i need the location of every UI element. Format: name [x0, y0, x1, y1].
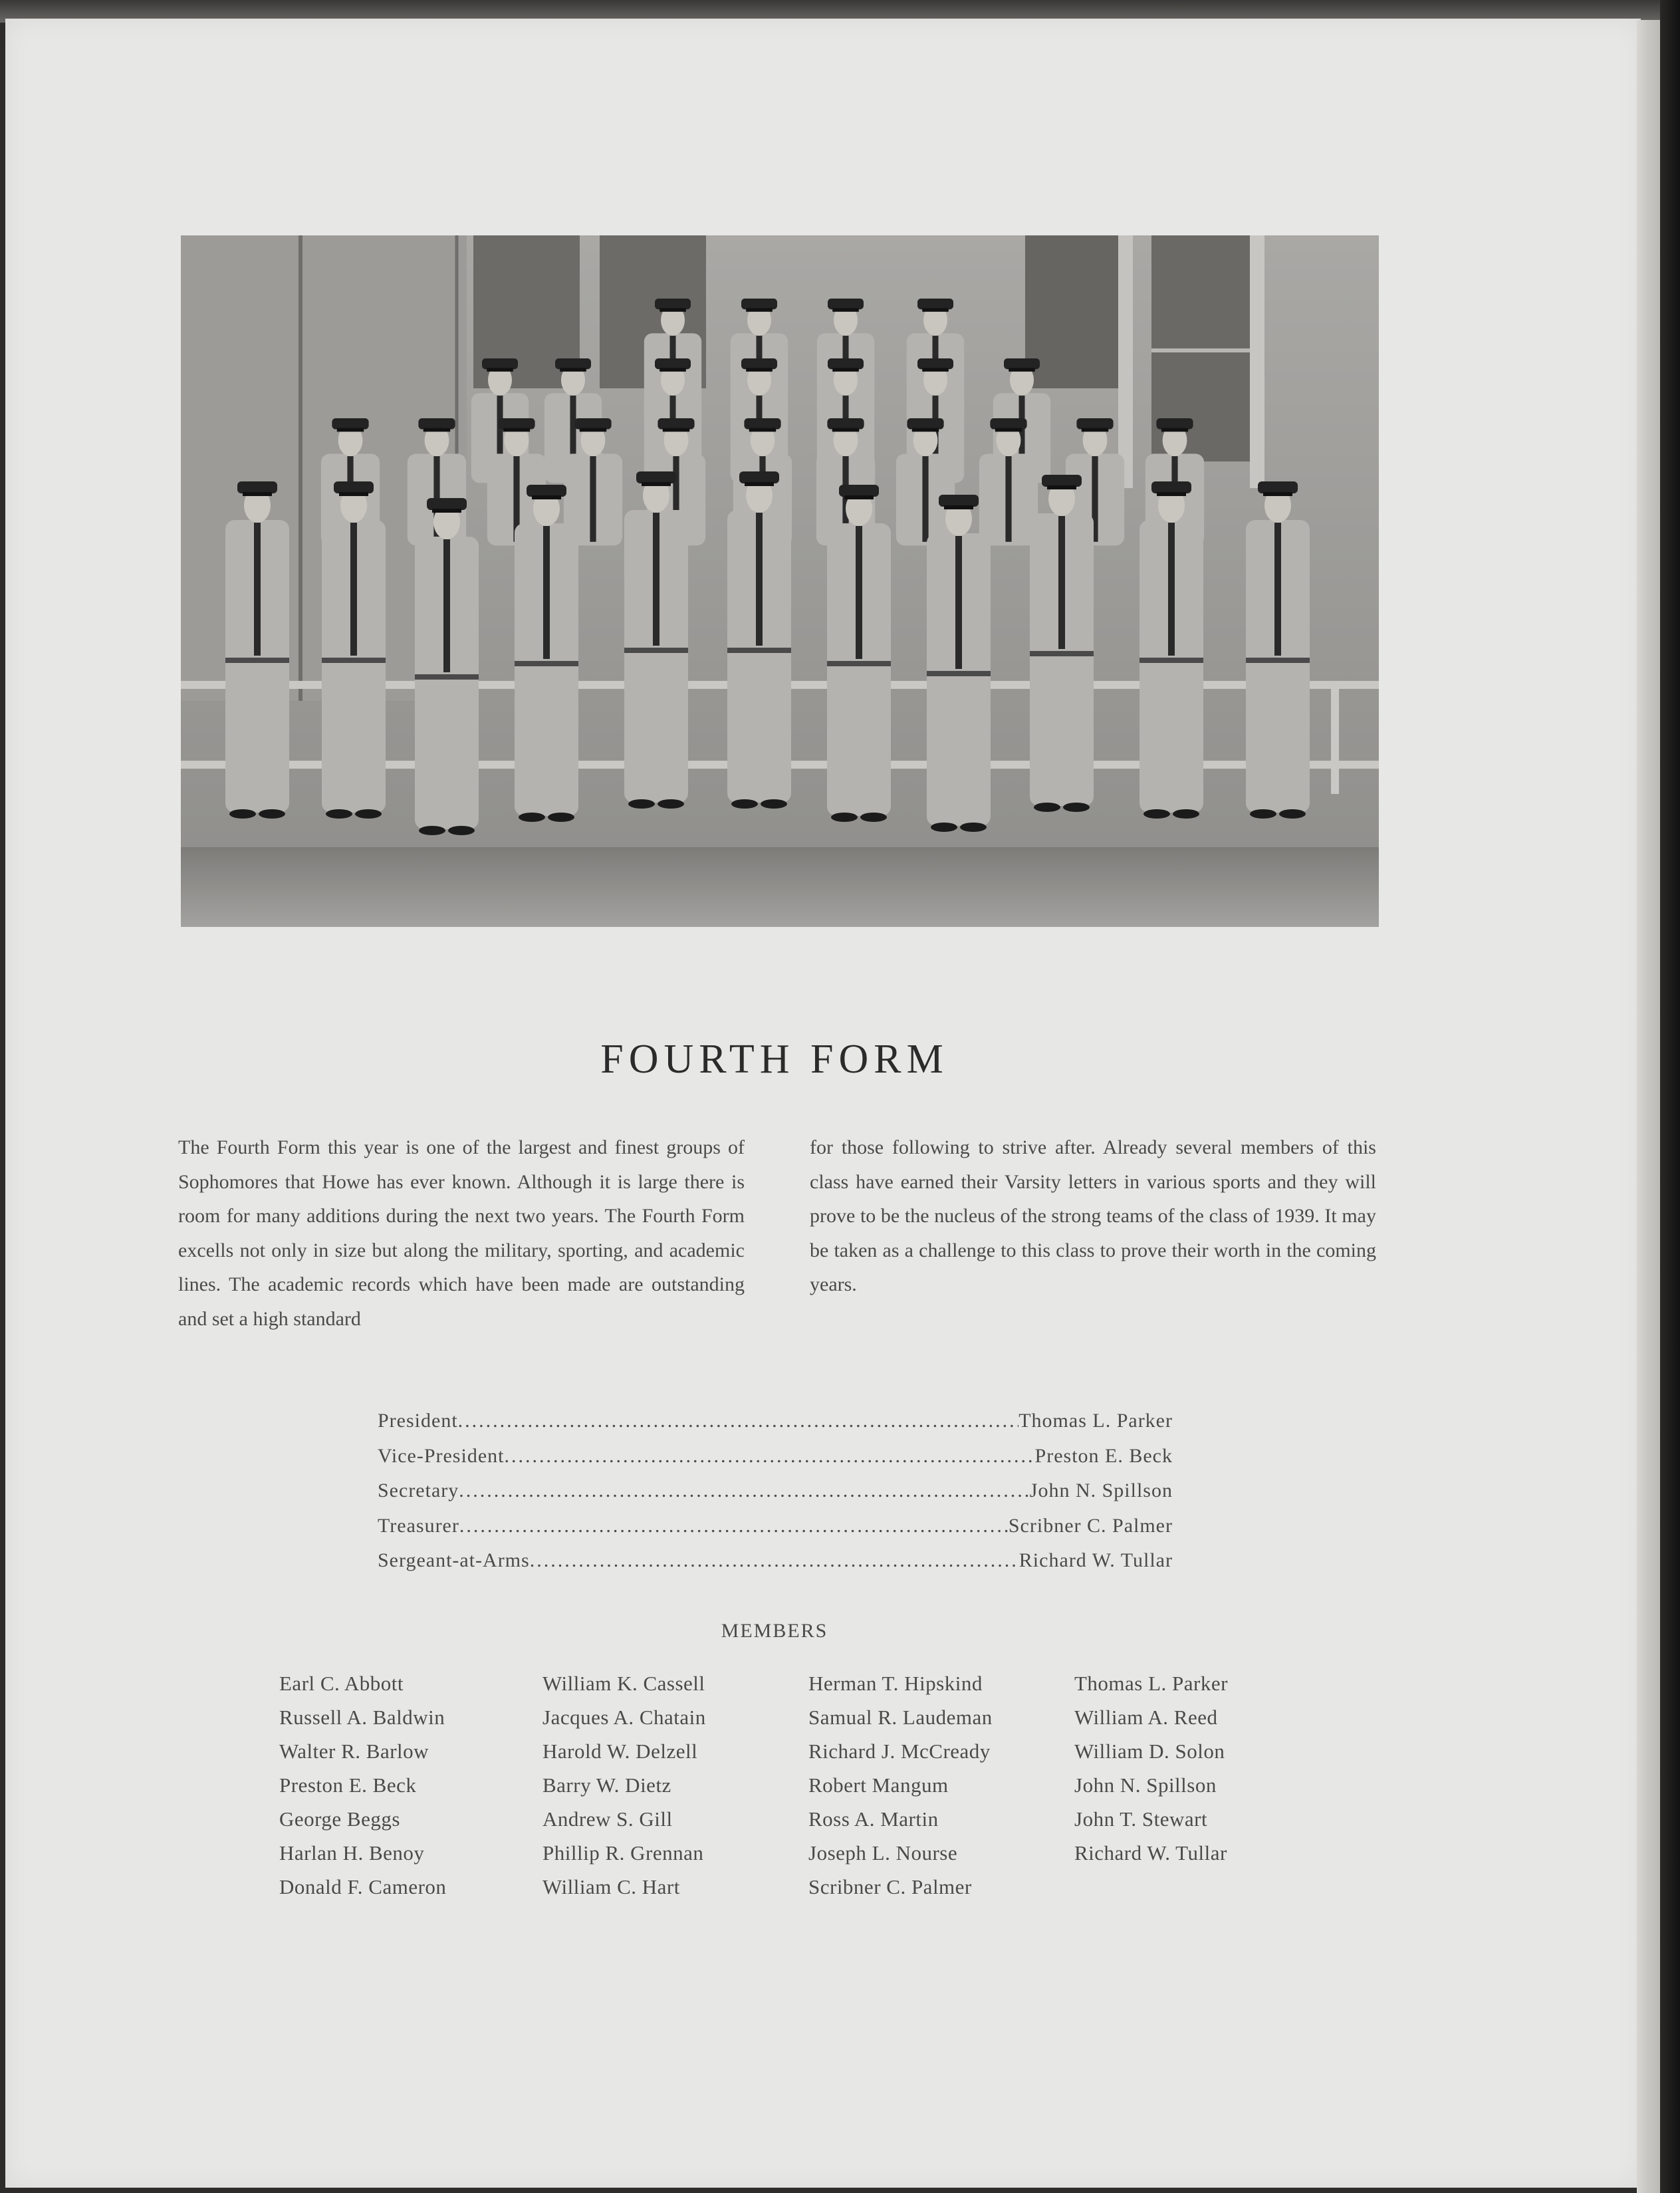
member-name: William D. Solon: [1074, 1740, 1225, 1763]
cadet-figure: [927, 495, 991, 832]
leader-dots: [459, 1480, 1030, 1502]
member-name: Scribner C. Palmer: [808, 1875, 972, 1898]
cadet-figure: [415, 498, 479, 835]
members-column-2: [542, 1666, 706, 1904]
officer-role: Sergeant-at-Arms: [378, 1549, 530, 1571]
member-name: Walter R. Barlow: [279, 1740, 429, 1763]
member-name: Jacques A. Chatain: [542, 1706, 706, 1729]
member-name: Earl C. Abbott: [279, 1672, 404, 1695]
leader-dots: [530, 1549, 1019, 1572]
member-name: Barry W. Dietz: [542, 1773, 671, 1797]
cadet-figure: [322, 481, 386, 819]
cadet-figure: [225, 481, 289, 819]
members-heading: MEMBERS: [721, 1620, 828, 1642]
officer-row: [378, 1515, 1173, 1550]
member-name: Joseph L. Nourse: [808, 1841, 958, 1865]
officer-name: John N. Spillson: [1029, 1480, 1173, 1501]
member-name: Preston E. Beck: [279, 1773, 417, 1797]
cadet-figure: [727, 471, 791, 809]
members-column-4: [1074, 1666, 1228, 1870]
officer-name: Scribner C. Palmer: [1008, 1514, 1173, 1537]
member-name: Harold W. Delzell: [542, 1740, 698, 1763]
officer-row: [378, 1549, 1173, 1585]
member-name: John T. Stewart: [1074, 1807, 1208, 1831]
officer-role: Treasurer: [378, 1514, 459, 1537]
officer-name: Thomas L. Parker: [1019, 1410, 1173, 1432]
officer-role: Vice-President: [378, 1444, 505, 1467]
member-name: Samual R. Laudeman: [808, 1706, 993, 1729]
member-name: Phillip R. Grennan: [542, 1841, 704, 1865]
member-name: William A. Reed: [1074, 1706, 1218, 1729]
member-name: John N. Spillson: [1074, 1773, 1217, 1797]
cadet-figure: [1246, 481, 1310, 819]
member-name: Harlan H. Benoy: [279, 1841, 425, 1865]
member-name: George Beggs: [279, 1807, 400, 1831]
leader-dots: [459, 1515, 1009, 1537]
member-name: Herman T. Hipskind: [808, 1672, 983, 1695]
officer-name: Richard W. Tullar: [1019, 1549, 1173, 1571]
member-name: Richard J. McCready: [808, 1740, 991, 1763]
page-gutter: [1637, 20, 1660, 2193]
officer-row: [378, 1480, 1173, 1515]
body-text-right-column: for those following to strive after. Already several members of this class have earned their Varsity letters in various sports and they will prove to be the nucleus of the strong teams of the class of 1939. It may be taken as a challenge to this class to prove their worth in the coming years.: [810, 1136, 1376, 1295]
members-column-3: [808, 1666, 993, 1904]
member-name: Robert Mangum: [808, 1773, 949, 1797]
officer-role: Secretary: [378, 1480, 459, 1501]
officer-name: Preston E. Beck: [1034, 1444, 1173, 1467]
cadet-figure: [827, 485, 891, 822]
body-text-left-column: The Fourth Form this year is one of the largest and finest groups of Sophomores that Howe has ever known. Although it is large there is room for many additions during the next two years. The Fourth Form excells not only in size but along the military, sporting, and academic lines. The academic records which have been made are outstanding and set a high standard: [178, 1136, 745, 1330]
member-name: William C. Hart: [542, 1875, 680, 1898]
members-column-1: [279, 1666, 446, 1904]
officer-role: President: [378, 1410, 458, 1432]
group-photo-drawing: [181, 235, 1379, 927]
cadet-figure: [1140, 481, 1203, 819]
officer-row: [378, 1410, 1173, 1445]
class-group-photo: [181, 235, 1379, 927]
page-title: FOURTH FORM: [600, 1037, 949, 1082]
member-name: William K. Cassell: [542, 1672, 705, 1695]
member-name: Andrew S. Gill: [542, 1807, 673, 1831]
member-name: Donald F. Cameron: [279, 1875, 447, 1898]
member-name: Ross A. Martin: [808, 1807, 939, 1831]
leader-dots: [458, 1410, 1019, 1432]
cadet-figure: [624, 471, 688, 809]
cadet-figure: [1030, 475, 1094, 812]
officers-list: [378, 1410, 1173, 1585]
member-name: Thomas L. Parker: [1074, 1672, 1228, 1695]
book-binding-edge: [1660, 0, 1680, 2193]
cadet-figure: [515, 485, 578, 822]
officer-row: [378, 1445, 1173, 1480]
member-name: Russell A. Baldwin: [279, 1706, 445, 1729]
member-name: Richard W. Tullar: [1074, 1841, 1227, 1865]
leader-dots: [504, 1445, 1034, 1468]
